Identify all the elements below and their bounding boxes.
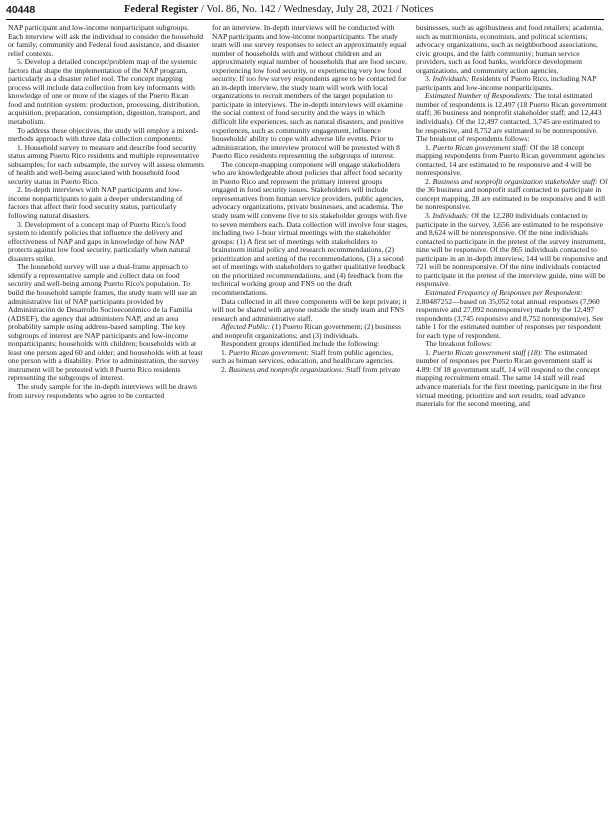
- item-number: 2.: [221, 364, 229, 374]
- paragraph: [416, 144, 608, 178]
- paragraph-text: for an interview. In-depth interviews will be conducted with NAP participants and low-income nonparticipants. The study team will use survey responses to select an approximately equal number of households with and without children and an approximately equal number of households that are food secure, experiencing low food security, or experiencing very low food security. If too few survey respondents agree to be contacted for an in-depth interview, the study team will work with local organizations to recruit members of the target population to participate in interviews. The in-depth interviews will examine the social context of food security and the ways in which difficult life experiences, such as natural disasters, and positive experiences, such as community engagement, influence households' ability to cope with adverse life events. Prior to administration, the interview protocol will be pretested with 8 Puerto Rico residents representing the subgroups of interest.: [212, 24, 408, 161]
- text-column-1: [8, 24, 204, 830]
- publication-name: Federal Register: [124, 4, 199, 15]
- paragraph: [8, 144, 204, 187]
- paragraph-text: The estimated number of responses per Puerto Rican government staff is 4.89: Of 18 government staff, 14 will respond to the concept mapping recruitment email. The same 14 staff will read advance materials for the first meeting, participate in the first virtual meeting, prioritize and sort results, read advance materials for the second meeting, and: [416, 347, 602, 409]
- item-number: 1.: [425, 347, 433, 357]
- paragraph-text: 3. Development of a concept map of Puerto Rico's food system to identify policies that influence the delivery and effectiveness of NAP and gaps in knowledge of how NAP protects against low food security, particularly when natural disasters strike.: [8, 219, 191, 263]
- paragraph-text: businesses, such as agribusiness and food retailers; academia, such as nutritionists, economists, and political scientists; advocacy organizations, such as neighborhood associations, civic groups, and the faith community; human service providers, such as food banks, workforce development organizations, and community action agencies.: [416, 24, 604, 75]
- paragraph-text: The total estimated number of respondents is 12,497 (18 Puerto Rican government staff; 36 business and nonprofit stakeholder staff; and 12,443 individuals). Of the 12,497 contacted, 3,745 are estimated to be responsive, and 8,752 are estimated to be nonresponsive. The breakout of respondents follows:: [416, 91, 607, 144]
- paragraph: [416, 178, 608, 212]
- paragraph: [212, 323, 408, 340]
- paragraph-text: Staff from private: [344, 364, 401, 374]
- paragraph-text: Of the 36 business and nonprofit staff contacted to participate in concept mapping, 28 are estimated to be responsive and 8 will be nonresponsive.: [416, 176, 608, 212]
- paragraph-text: (1) Puerto Rican government; (2) business and nonprofit organizations; and (3) individuals.: [212, 322, 401, 340]
- run-in-heading: Individuals:: [432, 211, 470, 221]
- paragraph: [212, 366, 408, 375]
- page-number: 40448: [6, 4, 36, 16]
- paragraph: [8, 221, 204, 264]
- paragraph-text: The breakout follows:: [425, 339, 493, 349]
- paragraph-text: To address these objectives, the study will employ a mixed-methods approach with three data collection components:: [8, 125, 199, 144]
- paragraph: [8, 383, 204, 400]
- paragraph-text: The study sample for the in-depth interviews will be drawn from survey respondents who agree to be contacted: [8, 381, 197, 400]
- paragraph: [212, 298, 408, 324]
- paragraph-text: 1. Household survey to measure and describe food security status among Puerto Rico residents and multiple representative subsamples; for each subsample, the survey will assess elements of health and well-being associated with household food security status in Puerto Rico.: [8, 142, 204, 186]
- item-number: 3.: [425, 74, 433, 84]
- item-number: 3.: [425, 211, 433, 221]
- paragraph-text: Staff from public agencies, such as human services, education, and healthcare agencies.: [212, 347, 395, 366]
- paragraph: [212, 24, 408, 161]
- item-number: 1.: [221, 347, 229, 357]
- paragraph-text: Respondent groups identified include the following:: [221, 339, 380, 349]
- paragraph: [212, 349, 408, 366]
- paragraph: [416, 92, 608, 143]
- run-in-heading: Puerto Rican government staff:: [432, 142, 529, 152]
- paragraph-text: 2.80487252—based on 35,052 total annual responses (7,960 responsive and 27,092 nonresponsive) made by the 12,497 respondents (3,745 responsive and 8,752 nonresponsive). See table 1 for the estimated number of responses per respondent for each type of respondent.: [416, 296, 604, 340]
- item-number: 1.: [425, 142, 433, 152]
- masthead: [124, 4, 433, 15]
- run-in-heading: Puerto Rican government staff (18):: [432, 347, 543, 357]
- paragraph-text: Of the 12,280 individuals contacted to participate in the survey, 3,656 are estimated to be responsive and 8,624 will be nonresponsive. Of the nine individuals contacted to participate in the pretest of the survey instrument, nine will be responsive. Of the 865 individuals contacted to participate in an in-depth interview, 144 will be responsive and 721 will be nonresponsive. Of the nine individuals contacted to participate in the pretest of the interview guide, nine will be responsive.: [416, 211, 608, 289]
- run-in-heading: Business and nonprofit organizations:: [228, 364, 345, 374]
- run-in-heading: Affected Public:: [221, 322, 271, 332]
- text-column-3: [416, 24, 608, 830]
- paragraph-text: Residents of Puerto Rico, including NAP participants and low-income nonparticipants.: [416, 74, 597, 92]
- run-in-heading: Estimated Frequency of Responses per Respondent:: [425, 287, 583, 297]
- paragraph-text: The concept-mapping component will engage stakeholders who are knowledgeable about policies that affect food security in Puerto Rico and represent the primary interest groups engaged in food security issues. Stakeholders will include representatives from human service providers, public agencies, advocacy organizations, private businesses, and academia. The study team will convene five to six stakeholder groups with five to seven members each. Data collection will involve four stages, including two 1-hour virtual meetings with the stakeholder groups: (1) A first set of meetings with stakeholders to brainstorm initial policy and research recommendations, (2) prioritization and sorting of the recommendations, (3) a second set of meetings with stakeholders to gather qualitative feedback on the prioritized recommendations, and (4) feedback from the technical working group and FNS on the draft recommendations.: [212, 159, 408, 297]
- issue-details: / Vol. 86, No. 142 / Wednesday, July 28, 2021 / Notices: [198, 4, 434, 15]
- paragraph-text: The household survey will use a dual-frame approach to identify a representative sample and collect data on food security and well-being among Puerto Rico's population. To build the household sample frames, the study team will use an administrative list of NAP participants provided by Administración de Desarrollo Socioeconómico de la Familia (ADSEF), the agency that administers NAP, and an area probability sample using address-based sampling. The key subgroups of interest are NAP participants and low-income nonparticipants; households with children; households with at least one person aged 60 and older; and households with at least one person with a disability. Prior to administration, the survey instrument will be pretested with 8 Puerto Rico residents representing the subgroups of interest.: [8, 262, 203, 383]
- paragraph: [416, 24, 608, 75]
- paragraph: [416, 75, 608, 92]
- paragraph-text: Data collected in all three components will be kept private; it will not be shared with anyone outside the study team and FNS research and administrative staff.: [212, 296, 407, 323]
- page-header: [6, 3, 604, 20]
- paragraph-text: 2. In-depth interviews with NAP participants and low-income nonparticipants to gain a deeper understanding of factors that affect their food security status, particularly following natural disasters.: [8, 185, 183, 221]
- run-in-heading: Estimated Number of Respondents:: [425, 91, 533, 101]
- paragraph: [212, 161, 408, 298]
- item-number: 2.: [425, 176, 433, 186]
- paragraph: [416, 289, 608, 340]
- paragraph: [8, 58, 204, 126]
- paragraph: [416, 349, 608, 409]
- run-in-heading: Individuals:: [432, 74, 470, 84]
- paragraph: [8, 127, 204, 144]
- text-column-2: [212, 24, 408, 830]
- run-in-heading: Business and nonprofit organization stakeholder staff:: [432, 176, 598, 186]
- paragraph-text: NAP participant and low-income nonparticipant subgroups. Each interview will ask the individual to consider the household or family, community and Federal food assistance, and disaster relief contexts.: [8, 24, 204, 58]
- paragraph: [8, 24, 204, 58]
- paragraph: [416, 212, 608, 289]
- paragraph: [8, 263, 204, 383]
- run-in-heading: Puerto Rican government:: [228, 347, 310, 357]
- paragraph: [8, 186, 204, 220]
- paragraph-text: 5. Develop a detailed concept/problem map of the systemic factors that shape the implementation of the NAP program, particularly as a disaster relief tool. The concept mapping process will include data collection from key informants with knowledge of one or more of the stages of the Puerto Rican food and nutrition system: production, processing, distribution, acquisition, preparation, consumption, digestion, transport, and metabolism.: [8, 57, 200, 127]
- paragraph-text: Of the 18 concept mapping respondents from Puerto Rican government agencies contacted, 14 are estimated to be responsive and 4 will be nonresponsive.: [416, 142, 605, 178]
